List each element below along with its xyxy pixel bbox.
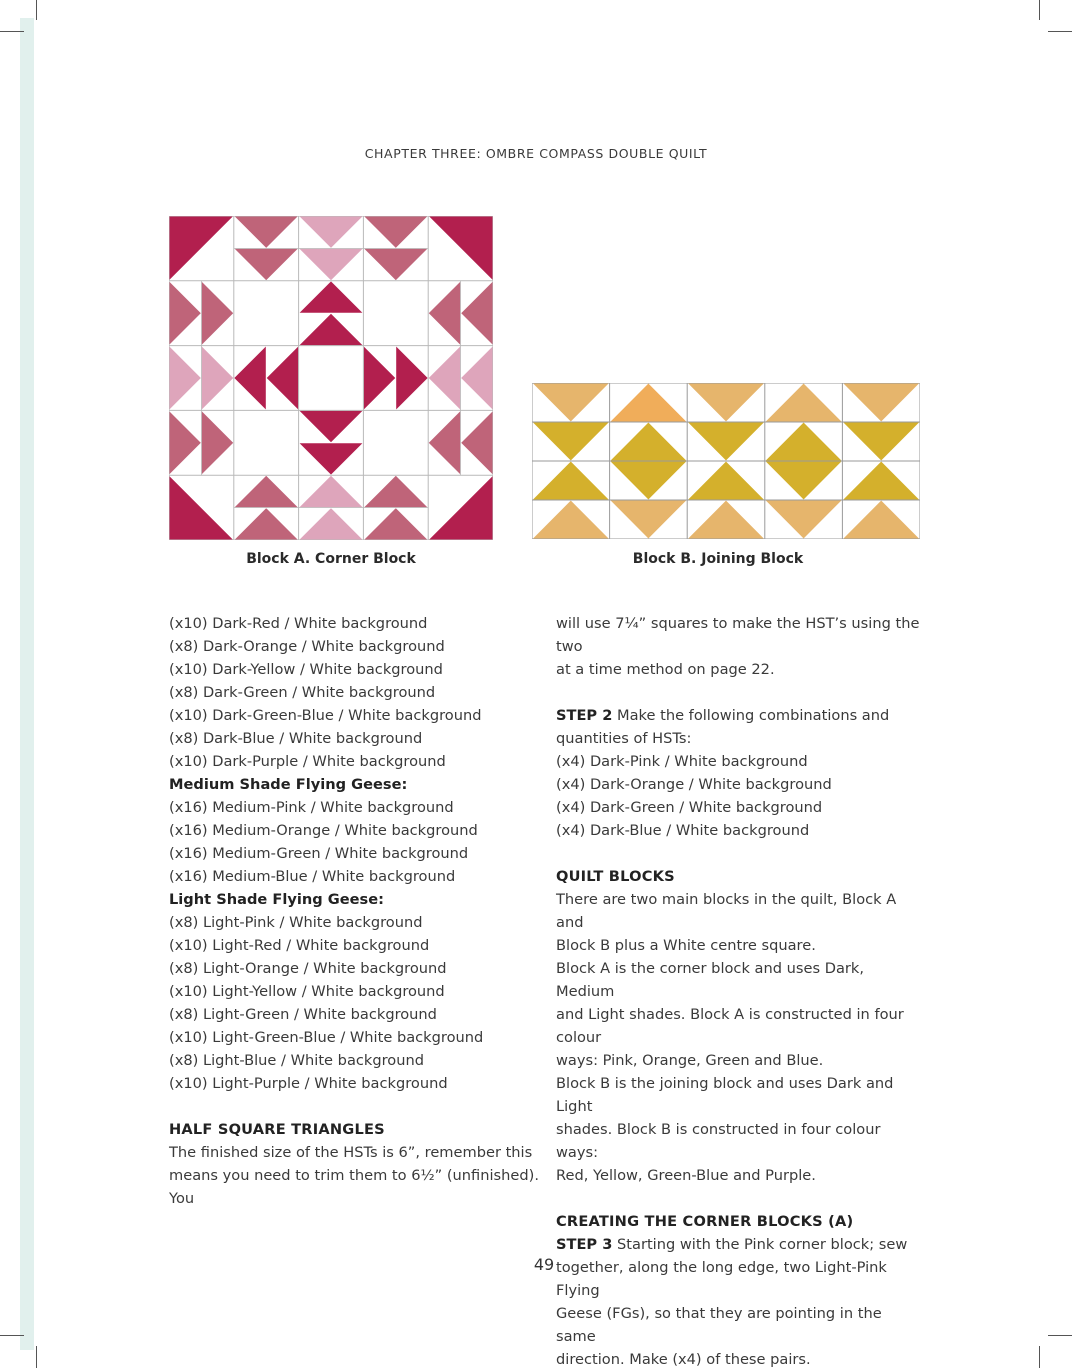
block-a-corner-diagram: [169, 216, 493, 540]
step-paragraph: [556, 1233, 926, 1256]
crop-mark: [1048, 31, 1072, 32]
list-subheading: Light Shade Flying Geese:: [169, 891, 384, 908]
text-line: (x16) Medium-Blue / White background: [169, 868, 456, 885]
page-number: 49: [533, 1255, 555, 1274]
text-line: (x4) Dark-Orange / White background: [556, 776, 832, 793]
text-line: (x4) Dark-Blue / White background: [556, 822, 810, 839]
text-line: (x10) Light-Yellow / White background: [169, 983, 445, 1000]
text-line: Geese (FGs), so that they are pointing in the same: [556, 1305, 882, 1345]
text-line: Block B is the joining block and uses Dark and Light: [556, 1075, 894, 1115]
paragraph-gap: [556, 842, 926, 865]
text-line: and Light shades. Block A is constructed in four colour: [556, 1006, 904, 1046]
step-label: STEP 3: [556, 1236, 613, 1253]
text-line: (x10) Dark-Red / White background: [169, 615, 428, 632]
text-line: The finished size of the HSTs is 6”, remember this: [169, 1144, 533, 1161]
step-paragraph: [556, 704, 926, 727]
text-line: (x10) Dark-Purple / White background: [169, 753, 446, 770]
crop-mark: [1039, 1346, 1040, 1368]
text-line: (x8) Light-Green / White background: [169, 1006, 437, 1023]
running-header: CHAPTER THREE: OMBRE COMPASS DOUBLE QUILT: [364, 146, 708, 161]
left-text-column: [169, 612, 539, 1210]
text-line: (x10) Dark-Green-Blue / White background: [169, 707, 482, 724]
crop-mark: [36, 0, 37, 20]
crop-mark: [0, 31, 24, 32]
section-heading: CREATING THE CORNER BLOCKS (A): [556, 1213, 854, 1230]
paragraph-gap: [556, 681, 926, 704]
text-line: together, along the long edge, two Light-Pink Flying: [556, 1259, 887, 1299]
text-line: (x10) Light-Purple / White background: [169, 1075, 448, 1092]
text-line: (x8) Light-Blue / White background: [169, 1052, 424, 1069]
crop-mark: [1048, 1335, 1072, 1336]
side-tab-band: [20, 18, 34, 1350]
step-text: Starting with the Pink corner block; sew: [612, 1236, 908, 1253]
text-line: Block A is the corner block and uses Dark, Medium: [556, 960, 864, 1000]
text-line: (x16) Medium-Orange / White background: [169, 822, 478, 839]
text-line: shades. Block B is constructed in four colour ways:: [556, 1121, 881, 1161]
text-line: at a time method on page 22.: [556, 661, 775, 678]
text-line: direction. Make (x4) of these pairs.: [556, 1351, 811, 1368]
text-line: (x10) Light-Green-Blue / White background: [169, 1029, 484, 1046]
section-heading: HALF SQUARE TRIANGLES: [169, 1121, 385, 1138]
text-line: (x8) Light-Orange / White background: [169, 960, 447, 977]
section-heading: QUILT BLOCKS: [556, 868, 675, 885]
text-line: ways: Pink, Orange, Green and Blue.: [556, 1052, 824, 1069]
crop-mark: [36, 1346, 37, 1368]
text-line: (x10) Light-Red / White background: [169, 937, 430, 954]
block-b-caption: Block B. Joining Block: [632, 551, 804, 567]
text-line: (x16) Medium-Pink / White background: [169, 799, 454, 816]
paragraph-gap: [169, 1095, 539, 1118]
crop-mark: [0, 1335, 24, 1336]
text-line: (x10) Dark-Yellow / White background: [169, 661, 443, 678]
text-line: (x4) Dark-Pink / White background: [556, 753, 808, 770]
text-line: quantities of HSTs:: [556, 730, 692, 747]
text-line: means you need to trim them to 6½” (unfinished). You: [169, 1167, 539, 1207]
text-line: There are two main blocks in the quilt, Block A and: [556, 891, 897, 931]
list-subheading: Medium Shade Flying Geese:: [169, 776, 408, 793]
text-line: will use 7¼” squares to make the HST’s using the two: [556, 615, 920, 655]
block-a-caption: Block A. Corner Block: [246, 551, 416, 567]
text-line: Block B plus a White centre square.: [556, 937, 816, 954]
text-line: (x8) Dark-Orange / White background: [169, 638, 445, 655]
step-label: STEP 2: [556, 707, 613, 724]
block-b-joining-diagram: [532, 383, 920, 539]
paragraph-gap: [556, 1187, 926, 1210]
text-line: Red, Yellow, Green-Blue and Purple.: [556, 1167, 816, 1184]
crop-mark: [1039, 0, 1040, 20]
text-line: (x8) Dark-Green / White background: [169, 684, 436, 701]
text-line: (x16) Medium-Green / White background: [169, 845, 469, 862]
text-line: (x4) Dark-Green / White background: [556, 799, 823, 816]
text-line: (x8) Dark-Blue / White background: [169, 730, 423, 747]
text-line: (x8) Light-Pink / White background: [169, 914, 423, 931]
step-text: Make the following combinations and: [612, 707, 890, 724]
